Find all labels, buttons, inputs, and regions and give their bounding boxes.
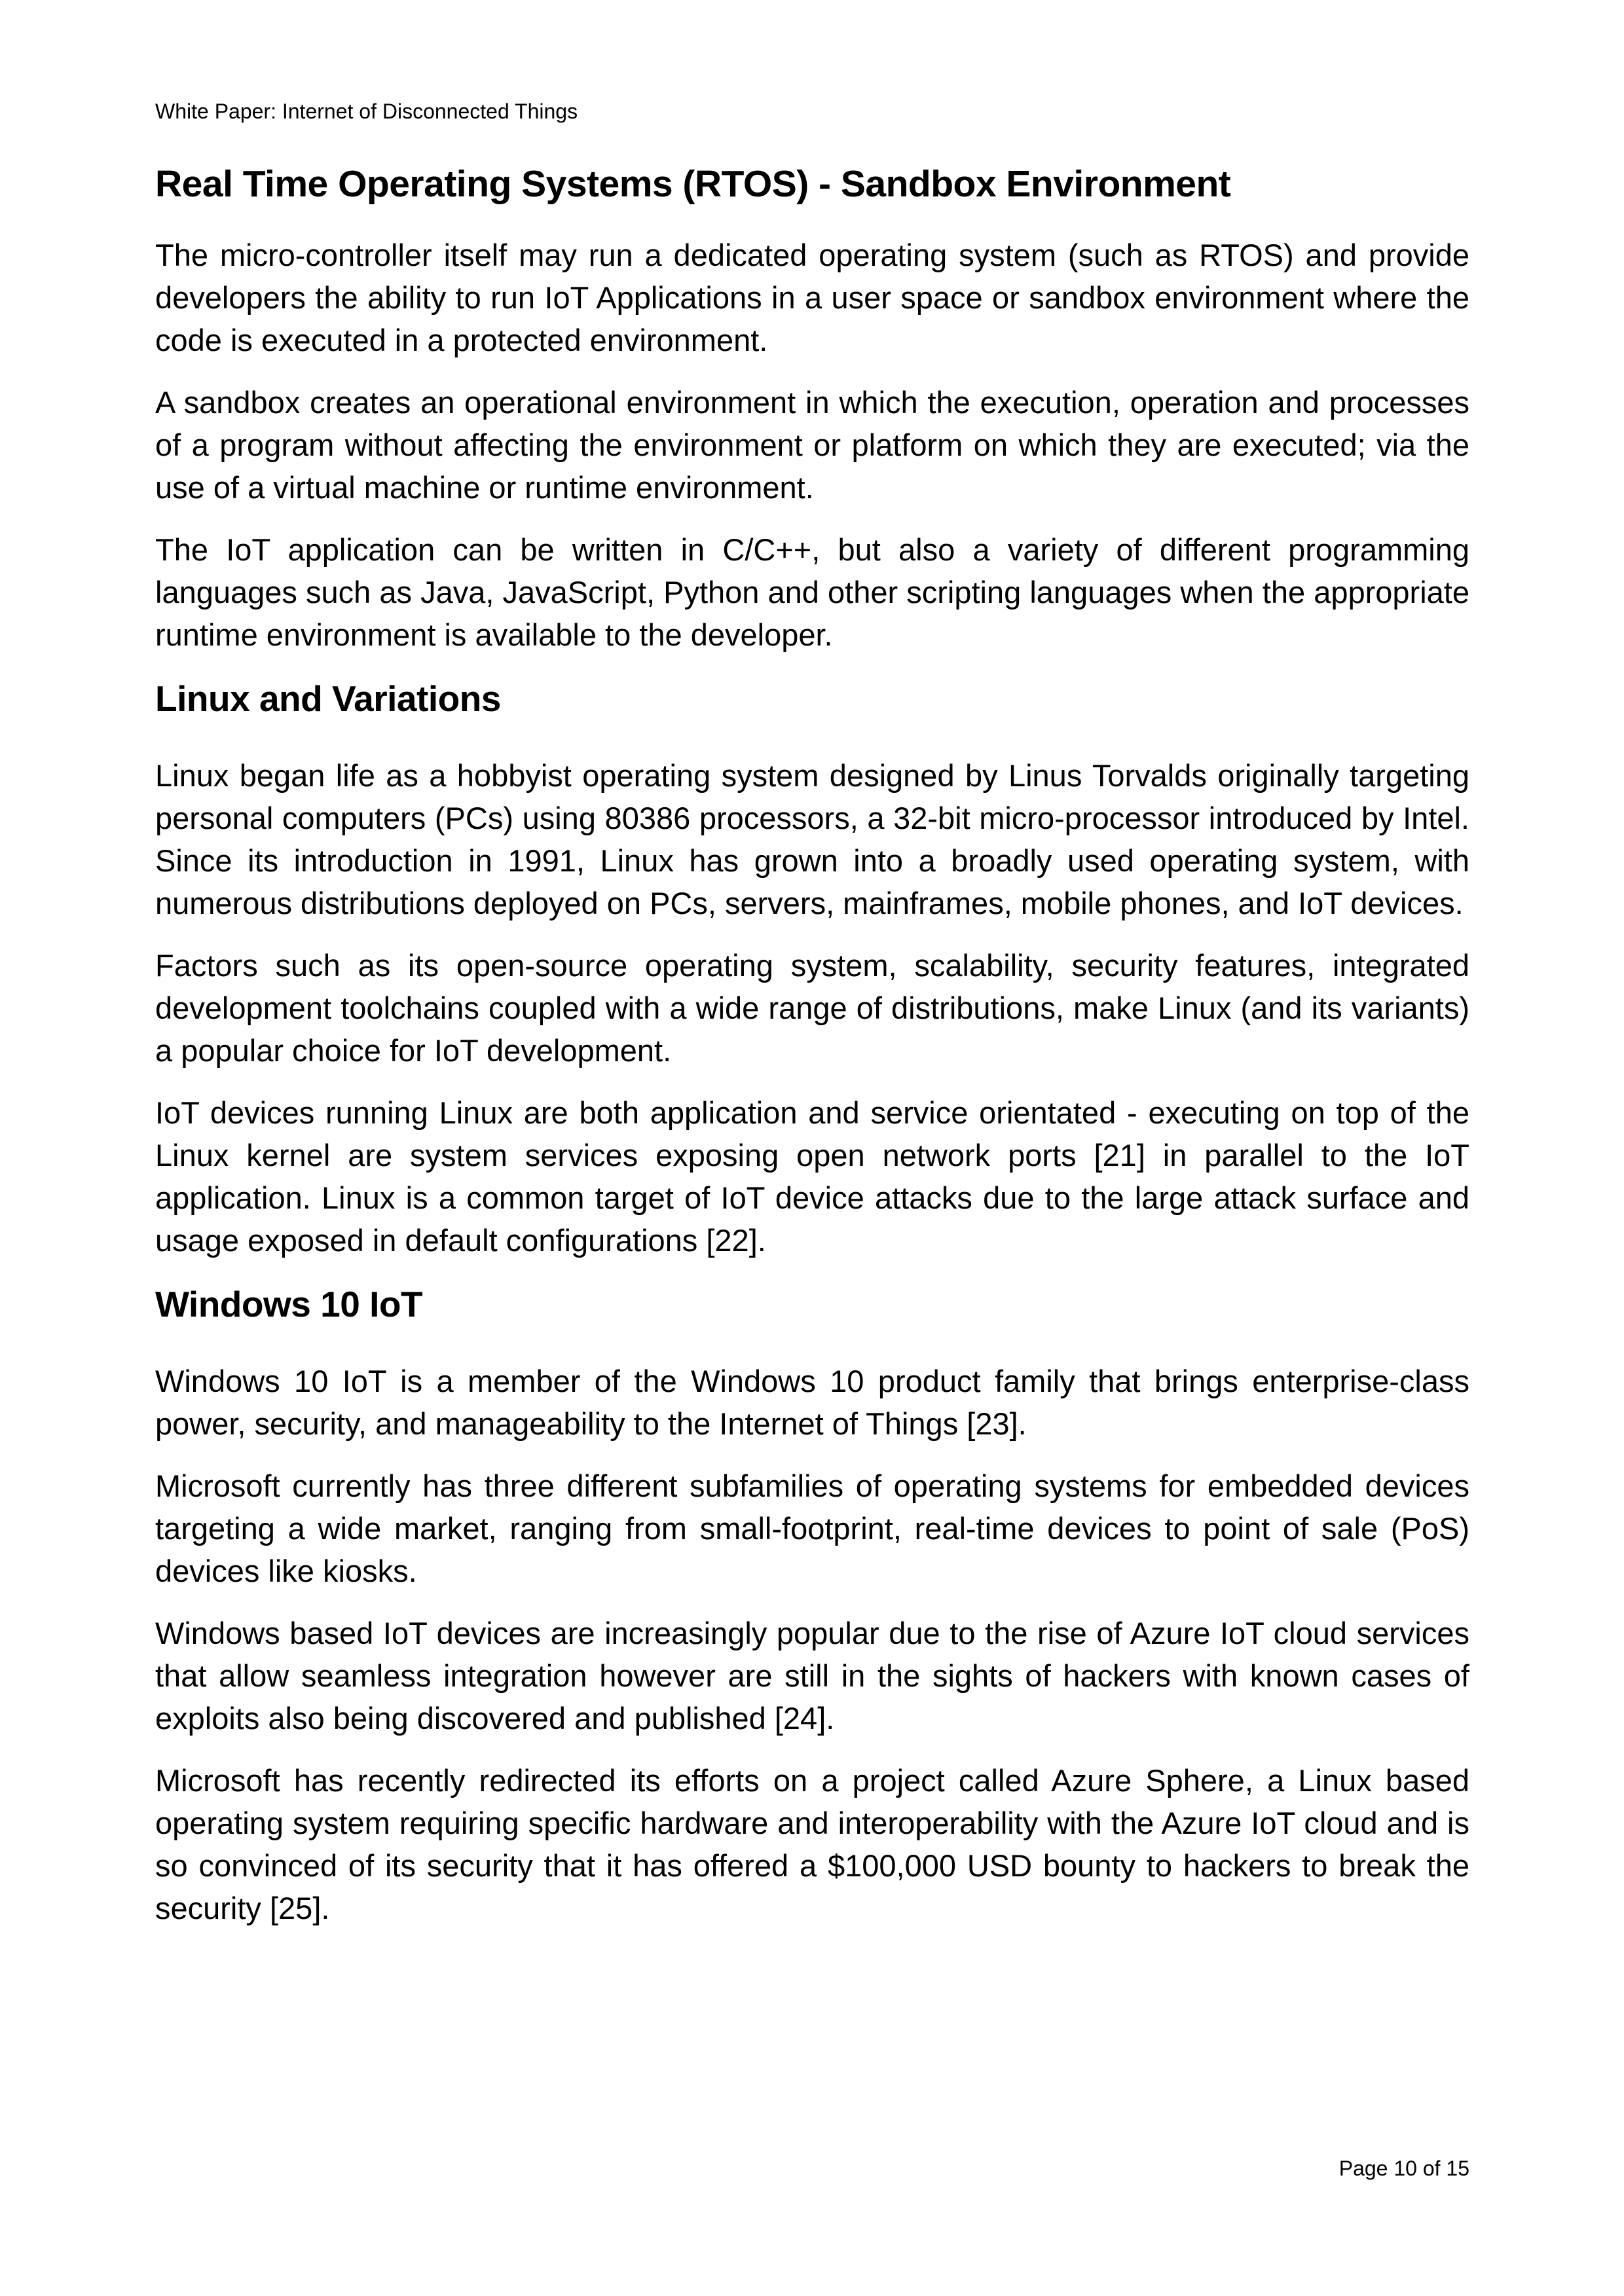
paragraph-linux-1: Linux began life as a hobbyist operating system designed by Linus Torvalds originally targeting personal computers (PCs) using 80386 processors, a 32-bit micro-processor introduced by Intel. Since its introduction in 1991, Linux has grown into a broadly used operating system, with numerous distributions deployed on PCs, servers, mainframes, mobile phones, and IoT devices. xyxy=(155,758,1469,920)
paragraph-rtos-1: The micro-controller itself may run a dedicated operating system (such as RTOS) and provide developers the ability to run IoT Applications in a user space or sandbox environment where the code is executed in a protected environment. xyxy=(155,238,1469,357)
paragraph-linux-3: IoT devices running Linux are both application and service orientated - executing on top of the Linux kernel are system services exposing open network ports [21] in parallel to the IoT application. Linux is a common target of IoT device attacks due to the large attack surface and usage exposed in default configurations [22]. xyxy=(155,1095,1469,1258)
running-header-title: White Paper: Internet of Disconnected Things xyxy=(155,100,578,123)
heading-rtos-sandbox-environment: Real Time Operating Systems (RTOS) - Sandbox Environment xyxy=(155,163,1231,205)
page-number: Page 10 of 15 xyxy=(1338,2157,1469,2180)
paragraph-windows-4: Microsoft has recently redirected its efforts on a project called Azure Sphere, a Linux based operating system requiring specific hardware and interoperability with the Azure IoT cloud and is so convinced of its security that it has offered a $100,000 USD bounty to hackers to break the security [25]. xyxy=(155,1763,1469,1925)
heading-linux-and-variations: Linux and Variations xyxy=(155,678,501,719)
page-content xyxy=(155,98,1469,1949)
paragraph-rtos-3: The IoT application can be written in C/C++, but also a variety of different programming languages such as Java, JavaScript, Python and other scripting languages when the appropriate runtime environment is available to the developer. xyxy=(155,532,1469,652)
paragraph-rtos-2: A sandbox creates an operational environment in which the execution, operation and processes of a program without affecting the environment or platform on which they are executed; via the use of a virtual machine or runtime environment. xyxy=(155,385,1469,505)
paragraph-linux-2: Factors such as its open-source operating system, scalability, security features, integrated development toolchains coupled with a wide range of distributions, make Linux (and its variants) a popular choice for IoT development. xyxy=(155,948,1469,1068)
heading-windows-10-iot: Windows 10 IoT xyxy=(155,1284,423,1324)
paragraph-windows-2: Microsoft currently has three different subfamilies of operating systems for embedded devices targeting a wide market, ranging from small-footprint, real-time devices to point of sale (PoS) devices like kiosks. xyxy=(155,1468,1469,1588)
paragraph-windows-1: Windows 10 IoT is a member of the Windows 10 product family that brings enterprise-class power, security, and manageability to the Internet of Things [23]. xyxy=(155,1364,1469,1441)
paragraph-windows-3: Windows based IoT devices are increasingly popular due to the rise of Azure IoT cloud services that allow seamless integration however are still in the sights of hackers with known cases of exploits also being discovered and published [24]. xyxy=(155,1616,1469,1736)
